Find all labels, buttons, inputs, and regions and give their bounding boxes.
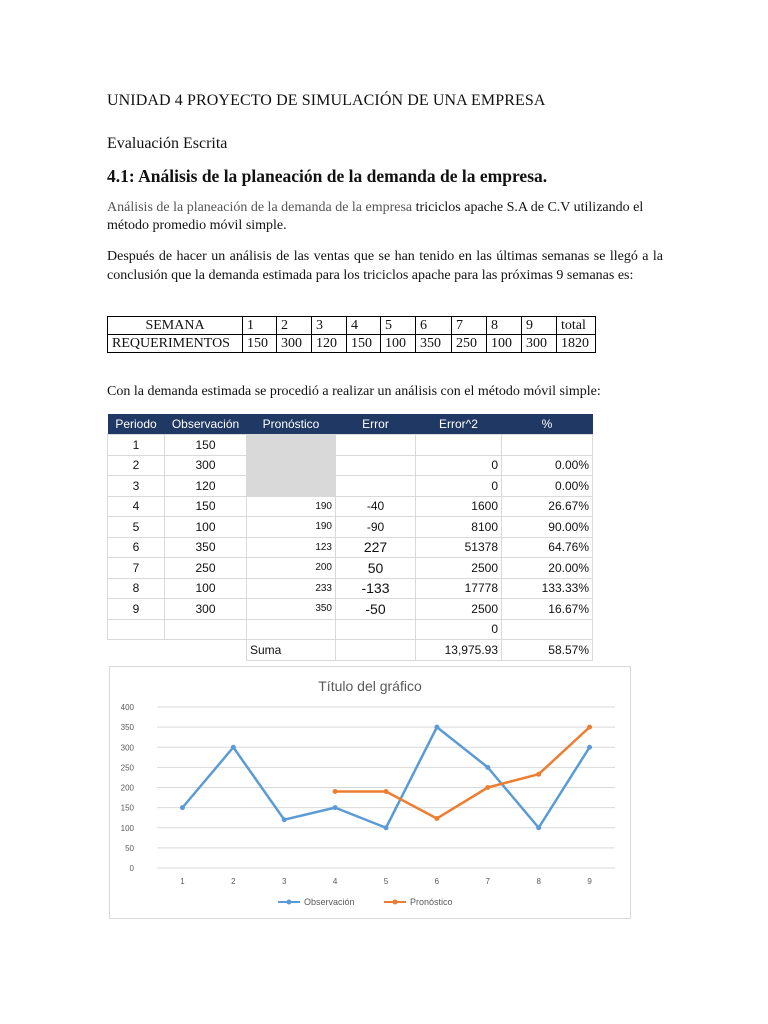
demand-cell: SEMANA <box>108 317 243 335</box>
calc-cell: 200 <box>247 558 336 579</box>
calc-cell: 90.00% <box>502 517 593 538</box>
calc-cell: 250 <box>165 558 247 579</box>
calc-row <box>108 455 593 476</box>
header-pct: % <box>502 414 593 435</box>
calc-cell: 190 <box>247 517 336 538</box>
analysis-paragraph: Después de hacer un análisis de las ventas que se han tenido en las últimas semanas se llegó a la conclusión que la demanda estimada para los triciclos apache para las próximas 9 semanas es: <box>107 249 663 283</box>
calc-cell <box>165 619 247 640</box>
data-point <box>333 789 338 794</box>
calc-cell: 4 <box>108 496 165 517</box>
calc-cell: 150 <box>165 435 247 456</box>
y-tick-label: 200 <box>120 783 134 793</box>
calc-cell: 50 <box>336 558 416 579</box>
calc-cell: -40 <box>336 496 416 517</box>
calc-row <box>108 558 593 579</box>
chart-svg <box>110 667 630 918</box>
calc-row <box>108 496 593 517</box>
calc-cell: 0 <box>416 455 502 476</box>
calc-cell: 51378 <box>416 537 502 558</box>
series-line-pronostico <box>335 727 589 818</box>
demand-cell: 7 <box>452 317 487 335</box>
calc-cell <box>108 640 165 661</box>
y-tick-label: 0 <box>129 864 134 873</box>
header-pronostico: Pronóstico <box>247 414 336 435</box>
x-tick-label: 9 <box>587 877 592 886</box>
calc-cell: 8 <box>108 578 165 599</box>
unit-title: UNIDAD 4 PROYECTO DE SIMULACIÓN DE UNA EMPRESA <box>107 92 546 109</box>
calc-cell: 190 <box>247 496 336 517</box>
method-paragraph: Con la demanda estimada se procedió a realizar un análisis con el método móvil simple: <box>107 384 601 399</box>
demand-cell: 9 <box>522 317 557 335</box>
y-tick-label: 100 <box>120 823 134 833</box>
calc-cell: 133.33% <box>502 578 593 599</box>
calc-cell: 300 <box>165 599 247 620</box>
chart-title: Título del gráfico <box>318 678 422 694</box>
demand-cell: 2 <box>277 317 312 335</box>
calc-cell: 0.00% <box>502 455 593 476</box>
demand-cell: 100 <box>487 335 522 353</box>
data-point <box>536 772 541 777</box>
demand-cell: 300 <box>522 335 557 353</box>
calc-cell: 26.67% <box>502 496 593 517</box>
intro-rest-text: triciclos apache S.A de C.V utilizando el método promedio móvil simple. <box>107 200 644 233</box>
calc-cell <box>502 435 593 456</box>
calc-cell <box>336 640 416 661</box>
data-point <box>333 805 338 810</box>
calc-cell: 2500 <box>416 558 502 579</box>
calc-cell: 64.76% <box>502 537 593 558</box>
line-chart <box>109 666 631 919</box>
demand-cell: 3 <box>312 317 347 335</box>
calc-sum-row <box>108 640 593 661</box>
calc-cell: 300 <box>165 455 247 476</box>
demand-cell: 300 <box>277 335 312 353</box>
calc-cell: 227 <box>336 537 416 558</box>
calc-cell: 7 <box>108 558 165 579</box>
y-tick-label: 150 <box>120 803 134 813</box>
calc-cell <box>502 619 593 640</box>
calc-cell <box>416 435 502 456</box>
demand-cell: 150 <box>243 335 277 353</box>
x-tick-label: 4 <box>332 877 338 886</box>
data-point <box>485 765 490 770</box>
data-point <box>282 817 287 822</box>
y-tick-label: 350 <box>120 723 134 733</box>
demand-req-row <box>108 335 596 353</box>
sum-error2: 13,975.93 <box>416 640 502 661</box>
calc-cell: 20.00% <box>502 558 593 579</box>
calc-cell <box>247 435 336 456</box>
calc-cell: -133 <box>336 578 416 599</box>
calc-cell <box>247 455 336 476</box>
calc-cell: 233 <box>247 578 336 599</box>
y-tick-label: 400 <box>120 703 134 712</box>
calc-cell: 1 <box>108 435 165 456</box>
demand-cell: 1 <box>243 317 277 335</box>
calc-cell: 9 <box>108 599 165 620</box>
data-point <box>587 725 592 730</box>
sum-pct: 58.57% <box>502 640 593 661</box>
calc-row <box>108 435 593 456</box>
intro-paragraph <box>107 199 647 235</box>
data-point <box>180 805 185 810</box>
section-title: 4.1: Análisis de la planeación de la demanda de la empresa. <box>107 166 548 186</box>
calc-row <box>108 619 593 640</box>
calc-cell: 3 <box>108 476 165 497</box>
calc-cell <box>247 476 336 497</box>
y-tick-label: 250 <box>120 763 134 773</box>
x-tick-label: 7 <box>485 877 491 886</box>
calc-cell: 5 <box>108 517 165 538</box>
calc-row <box>108 578 593 599</box>
legend-label: Pronóstico <box>410 897 453 907</box>
calc-cell: 0.00% <box>502 476 593 497</box>
demand-cell: 100 <box>381 335 416 353</box>
calc-cell: 2 <box>108 455 165 476</box>
moving-average-table <box>107 414 593 661</box>
demand-cell: 250 <box>452 335 487 353</box>
y-tick-label: 50 <box>125 843 134 853</box>
series-layer <box>180 725 592 831</box>
calc-cell: 100 <box>165 578 247 599</box>
demand-cell: 5 <box>381 317 416 335</box>
x-tick-label: 3 <box>281 877 287 886</box>
data-point <box>536 825 541 830</box>
calc-row <box>108 599 593 620</box>
chart-legend <box>278 897 453 907</box>
x-tick-label: 2 <box>231 877 236 886</box>
demand-cell: 350 <box>416 335 452 353</box>
calc-cell: 120 <box>165 476 247 497</box>
calc-cell <box>336 435 416 456</box>
calc-cell <box>247 619 336 640</box>
demand-cell: total <box>557 317 596 335</box>
calc-cell: 17778 <box>416 578 502 599</box>
calc-cell: 350 <box>247 599 336 620</box>
data-point <box>485 785 490 790</box>
eval-title: Evaluación Escrita <box>107 135 228 152</box>
calc-row <box>108 476 593 497</box>
header-periodo: Periodo <box>108 414 165 435</box>
calc-cell: -90 <box>336 517 416 538</box>
data-point <box>587 745 592 750</box>
calc-row <box>108 537 593 558</box>
demand-table <box>107 316 596 353</box>
calc-cell <box>108 619 165 640</box>
legend-marker <box>287 900 292 905</box>
calc-cell: 8100 <box>416 517 502 538</box>
header-observacion: Observación <box>165 414 247 435</box>
calc-row <box>108 517 593 538</box>
demand-cell: 1820 <box>557 335 596 353</box>
calc-cell <box>336 455 416 476</box>
calc-cell: 0 <box>416 476 502 497</box>
intro-muted-text: Análisis de la planeación de la demanda de la empresa <box>107 200 413 215</box>
header-error: Error <box>336 414 416 435</box>
sum-label: Suma <box>247 640 336 661</box>
data-point <box>434 725 439 730</box>
x-tick-label: 8 <box>536 877 541 886</box>
calc-cell: 100 <box>165 517 247 538</box>
demand-cell: 6 <box>416 317 452 335</box>
data-point <box>434 816 439 821</box>
calc-body <box>108 435 593 640</box>
calc-cell: 2500 <box>416 599 502 620</box>
demand-cell: 8 <box>487 317 522 335</box>
calc-cell: 16.67% <box>502 599 593 620</box>
calc-cell: -50 <box>336 599 416 620</box>
y-tick-label: 300 <box>120 743 134 753</box>
x-tick-label: 1 <box>180 877 185 886</box>
demand-week-row <box>108 317 596 335</box>
legend-label: Observación <box>304 897 355 907</box>
calc-cell: 0 <box>416 619 502 640</box>
x-tick-label: 5 <box>383 877 389 886</box>
legend-marker <box>393 900 398 905</box>
calc-cell: 123 <box>247 537 336 558</box>
data-point <box>384 825 389 830</box>
calc-header-row <box>108 414 593 435</box>
calc-cell <box>336 619 416 640</box>
calc-cell <box>165 640 247 661</box>
calc-cell: 150 <box>165 496 247 517</box>
demand-cell: 4 <box>347 317 381 335</box>
calc-cell: 350 <box>165 537 247 558</box>
demand-cell: REQUERIMENTOS <box>108 335 243 353</box>
data-point <box>384 789 389 794</box>
calc-cell <box>336 476 416 497</box>
x-tick-label: 6 <box>434 877 440 886</box>
calc-cell: 6 <box>108 537 165 558</box>
calc-cell: 1600 <box>416 496 502 517</box>
header-error2: Error^2 <box>416 414 502 435</box>
demand-cell: 120 <box>312 335 347 353</box>
demand-cell: 150 <box>347 335 381 353</box>
data-point <box>231 745 236 750</box>
